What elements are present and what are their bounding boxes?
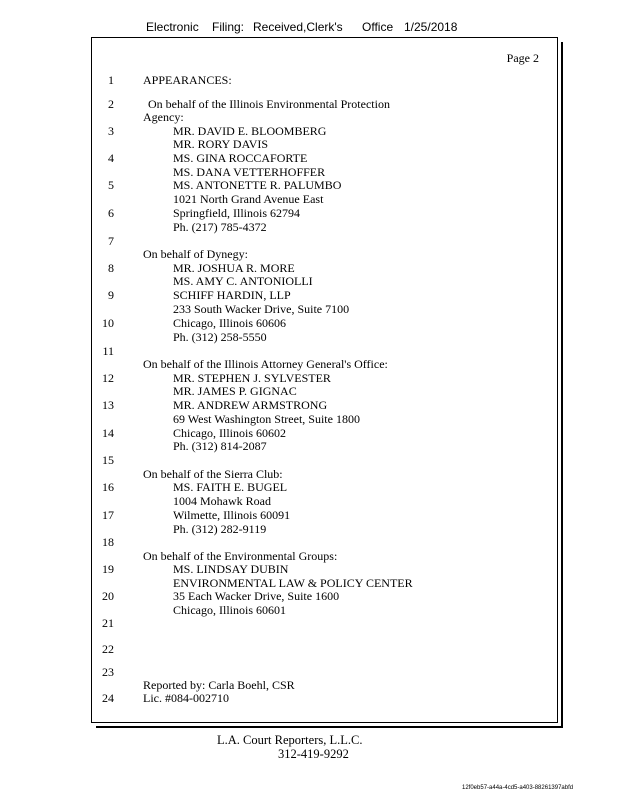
transcript-line: 1004 Mohawk Road: [173, 494, 271, 508]
transcript-line: Chicago, Illinois 60602: [173, 426, 286, 440]
header-word-electronic: Electronic: [146, 20, 199, 34]
line-number: 13: [102, 398, 114, 412]
transcript-line: MR. ANDREW ARMSTRONG: [173, 398, 328, 412]
reporter-company: L.A. Court Reporters, L.L.C.: [217, 733, 363, 747]
line-number: 4: [108, 151, 114, 165]
transcript-line: Ph. (312) 258-5550: [173, 330, 267, 344]
transcript-line: Ph. (217) 785-4372: [173, 220, 267, 234]
header-date: 1/25/2018: [404, 20, 458, 34]
line-number: 12: [102, 371, 114, 385]
transcript-line: MS. GINA ROCCAFORTE: [173, 151, 308, 165]
line-number: 5: [108, 178, 114, 192]
transcript-line: Agency:: [143, 110, 184, 124]
transcript-line: MR. STEPHEN J. SYLVESTER: [173, 371, 331, 385]
transcript-line: Ph. (312) 814-2087: [173, 439, 267, 453]
transcript-line: Chicago, Illinois 60606: [173, 316, 286, 330]
line-number: 7: [108, 234, 114, 248]
transcript-line: Chicago, Illinois 60601: [173, 603, 286, 617]
line-number: 20: [102, 589, 114, 603]
transcript-line: Springfield, Illinois 62794: [173, 206, 300, 220]
line-number: 6: [108, 206, 114, 220]
transcript-line: MR. DAVID E. BLOOMBERG: [173, 124, 327, 138]
transcript-line: SCHIFF HARDIN, LLP: [173, 288, 291, 302]
line-number: 10: [102, 316, 114, 330]
transcript-line: MS. DANA VETTERHOFFER: [173, 165, 326, 179]
transcript-line: 233 South Wacker Drive, Suite 7100: [173, 302, 350, 316]
transcript-line: 35 Each Wacker Drive, Suite 1600: [173, 589, 340, 603]
transcript-line: On behalf of the Illinois Attorney General's Office:: [143, 357, 388, 371]
transcript-line: MR. RORY DAVIS: [173, 137, 269, 151]
header-word-filing: Filing:: [212, 20, 245, 34]
transcript-line: MS. FAITH E. BUGEL: [173, 480, 288, 494]
line-number: 23: [102, 665, 114, 679]
line-number: 1: [108, 73, 114, 87]
document-id: 12f0eb57-a44a-4cd5-a403-88261397abfd: [462, 785, 574, 791]
line-number: 15: [102, 453, 114, 467]
transcript-line: On behalf of the Environmental Groups:: [143, 549, 338, 563]
line-number: 14: [102, 426, 114, 440]
line-number: 18: [102, 535, 114, 549]
transcript-line: On behalf of the Illinois Environmental Protection: [148, 97, 390, 111]
transcript-line: MR. JAMES P. GIGNAC: [173, 384, 297, 398]
transcript-line: Wilmette, Illinois 60091: [173, 508, 291, 522]
transcript-line: MS. LINDSAY DUBIN: [173, 562, 289, 576]
header-word-office: Office: [362, 20, 394, 34]
line-number: 3: [108, 124, 114, 138]
reporter-phone: 312-419-9292: [278, 747, 349, 761]
line-number: 16: [102, 480, 114, 494]
transcript-line: ENVIRONMENTAL LAW & POLICY CENTER: [173, 576, 413, 590]
line-number: 21: [102, 616, 114, 630]
line-number: 2: [108, 97, 114, 111]
transcript-line: MS. ANTONETTE R. PALUMBO: [173, 178, 342, 192]
line-number: 11: [102, 344, 114, 358]
transcript-line: On behalf of Dynegy:: [143, 247, 248, 261]
transcript-line: 1021 North Grand Avenue East: [173, 192, 324, 206]
transcript-line: 69 West Washington Street, Suite 1800: [173, 412, 360, 426]
transcript-line: On behalf of the Sierra Club:: [143, 467, 283, 481]
transcript-line: Lic. #084-002710: [143, 691, 229, 705]
line-number: 24: [102, 691, 114, 705]
transcript-line: Ph. (312) 282-9119: [173, 522, 267, 536]
transcript-page: [91, 37, 558, 723]
header-word-received: Received,Clerk's: [253, 20, 343, 34]
transcript-line: MS. AMY C. ANTONIOLLI: [173, 274, 313, 288]
line-number: 9: [108, 288, 114, 302]
transcript-line: Reported by: Carla Boehl, CSR: [143, 678, 295, 692]
transcript-line: MR. JOSHUA R. MORE: [173, 261, 295, 275]
page-number: Page 2: [506, 51, 539, 65]
transcript-line: APPEARANCES:: [143, 73, 232, 87]
line-number: 8: [108, 261, 114, 275]
line-number: 17: [102, 508, 114, 522]
line-number: 22: [102, 642, 114, 656]
line-number: 19: [102, 562, 114, 576]
